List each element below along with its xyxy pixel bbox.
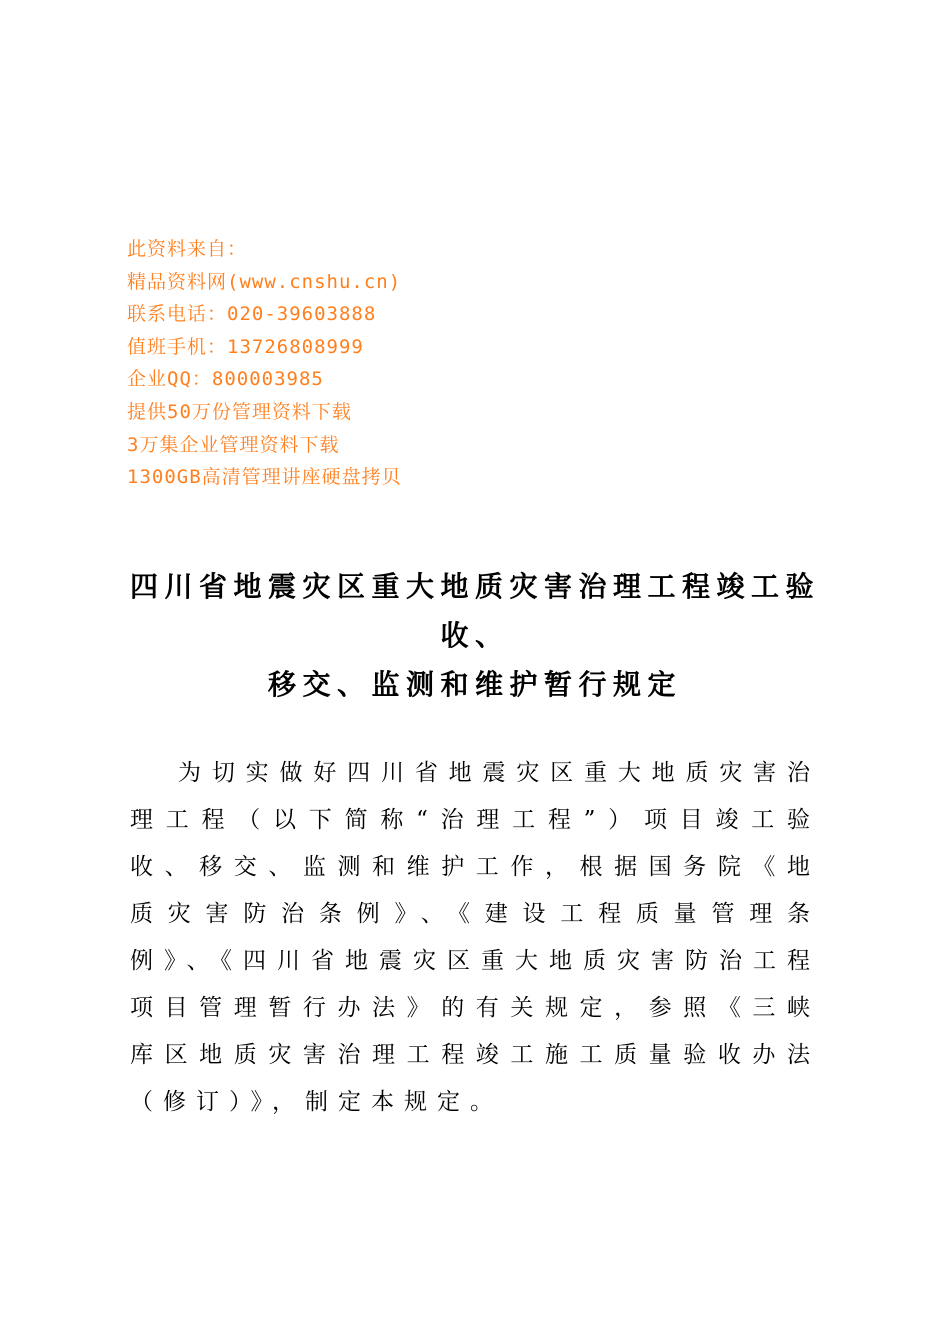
source-info-line: 此资料来自： bbox=[127, 238, 248, 260]
source-info-line: 联系电话：020-39603888 bbox=[127, 303, 377, 326]
source-info-line: 企业QQ：800003985 bbox=[127, 368, 324, 391]
document-title-line: 四川省地震灾区重大地质灾害治理工程竣工验 bbox=[129, 570, 820, 603]
source-info-line: 精品资料网(www.cnshu.cn) bbox=[127, 270, 402, 293]
source-info-line: 3万集企业管理资料下载 bbox=[127, 433, 340, 456]
body-paragraph: 为切实做好四川省地震灾区重大地质灾害治理工程（以下简称“治理工程”）项目竣工验收、移交、监测和维护工作，根据国务院《地质灾害防治条例》、《建设工程质量管理条例》、《四川省地震灾区重大地质灾害防治工程项目管理暂行办法》的有关规定，参照《三峡库区地质灾害治理工程竣工施工质量验收办法（修订）》，制定本规定。 bbox=[130, 760, 820, 1115]
document-title-line: 收、 bbox=[440, 619, 510, 652]
document-title bbox=[127, 562, 823, 709]
source-info-line: 值班手机：13726808999 bbox=[127, 335, 364, 358]
source-info-line: 提供50万份管理资料下载 bbox=[127, 400, 352, 423]
source-info-line: 1300GB高清管理讲座硬盘拷贝 bbox=[127, 466, 402, 489]
document-title-line: 移交、监测和维护暂行规定 bbox=[267, 668, 682, 701]
source-info-block bbox=[127, 233, 727, 494]
